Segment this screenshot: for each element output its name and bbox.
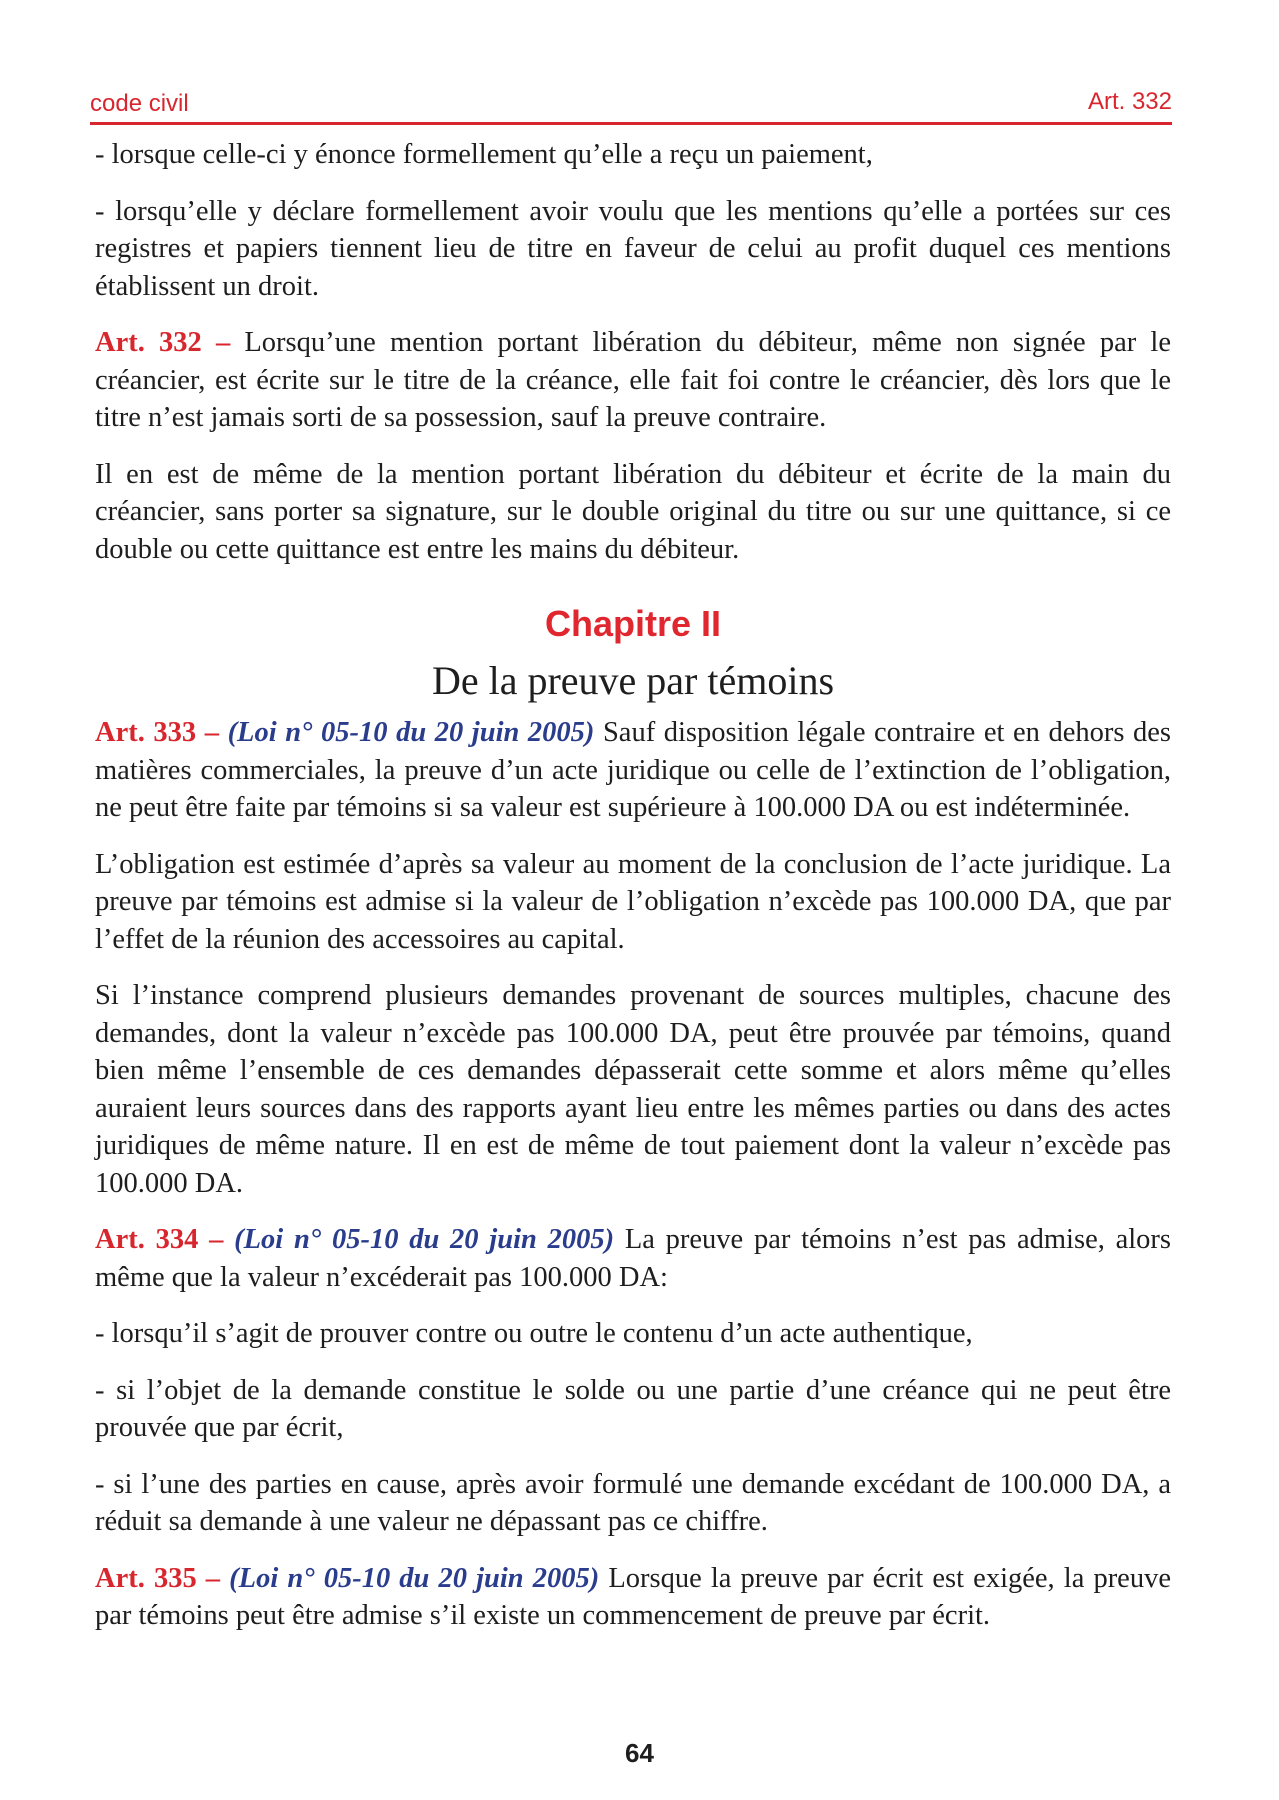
article-label: Art. 332 –	[95, 327, 231, 358]
article-335	[95, 1560, 1171, 1635]
law-reference: (Loi n° 05-10 du 20 juin 2005)	[229, 1562, 600, 1594]
article-text: Sauf disposition légale contraire et en dehors des matières commerciales, la preuve d’un acte juridique ou celle de l’extinction de l’obligation, ne peut être faite par témoins si sa valeur est supérieure à 100.000 DA ou est indéterminée.	[95, 717, 1172, 823]
article-label: Art. 335 –	[95, 1562, 221, 1594]
header-article-ref: Art. 332	[1087, 88, 1172, 115]
chapter-title: Chapitre II	[544, 603, 722, 644]
article-text: La preuve par témoins n’est pas admise, alors même que la valeur n’excéderait pas 100.000 DA:	[95, 1224, 1171, 1293]
article-333	[95, 714, 1171, 827]
list-item: - lorsqu’elle y déclare formellement avoir voulu que les mentions qu’elle a portées sur ces registres et papiers tiennent lieu de titre en faveur de celui au profit duquel ces mentions établissent un droit.	[95, 195, 1171, 302]
article-label: Art. 333 –	[95, 717, 219, 748]
list-item: - lorsque celle-ci y énonce formellement qu’elle a reçu un paiement,	[95, 139, 873, 170]
article-332	[95, 324, 1171, 437]
paragraph: L’obligation est estimée d’après sa valeur au moment de la conclusion de l’acte juridique. La preuve par témoins est admise si la valeur de l’obligation n’excède pas 100.000 DA, que par l’effet de la réunion des accessoires au capital.	[95, 848, 1171, 955]
article-text: Lorsqu’une mention portant libération du débiteur, même non signée par le créancier, est écrite sur le titre de la créance, elle fait foi contre le créancier, dès lors que le titre n’est jamais sorti de sa possession, sauf la preuve contraire.	[95, 327, 1171, 433]
list-item: - si l’une des parties en cause, après avoir formulé une demande excédant de 100.000 DA, a réduit sa demande à une valeur ne dépassant pas ce chiffre.	[95, 1468, 1171, 1537]
header-book-title: code civil	[90, 90, 189, 117]
article-label: Art. 334 –	[95, 1224, 224, 1255]
paragraph: Il en est de même de la mention portant libération du débiteur et écrite de la main du créancier, sans porter sa signature, sur le double original du titre ou sur une quittance, si ce double ou cette quittance est entre les mains du débiteur.	[95, 458, 1171, 565]
list-item: - lorsqu’il s’agit de prouver contre ou outre le contenu d’un acte authentique,	[95, 1318, 973, 1349]
page-content	[95, 136, 1171, 1654]
article-334	[95, 1221, 1171, 1296]
article-text: Lorsque la preuve par écrit est exigée, la preuve par témoins peut être admise s’il existe un commencement de preuve par écrit.	[95, 1562, 1171, 1631]
running-header	[90, 84, 1172, 125]
law-reference: (Loi n° 05-10 du 20 juin 2005)	[234, 1224, 615, 1255]
page-number: 64	[625, 1738, 654, 1768]
paragraph: Si l’instance comprend plusieurs demandes provenant de sources multiples, chacune des demandes, dont la valeur n’excède pas 100.000 DA, peut être prouvée par témoins, quand bien même l’ensemble de ces demandes dépasserait cette somme et alors même qu’elles auraient leurs sources dans des rapports ayant lieu entre les mêmes parties ou dans des actes juridiques de même nature. Il en est de même de tout paiement dont la valeur n’excède pas 100.000 DA.	[95, 980, 1171, 1199]
law-reference: (Loi n° 05-10 du 20 juin 2005)	[227, 717, 595, 748]
chapter-subtitle: De la preuve par témoins	[431, 658, 835, 703]
list-item: - si l’objet de la demande constitue le solde ou une partie d’une créance qui ne peut être prouvée que par écrit,	[95, 1374, 1171, 1443]
